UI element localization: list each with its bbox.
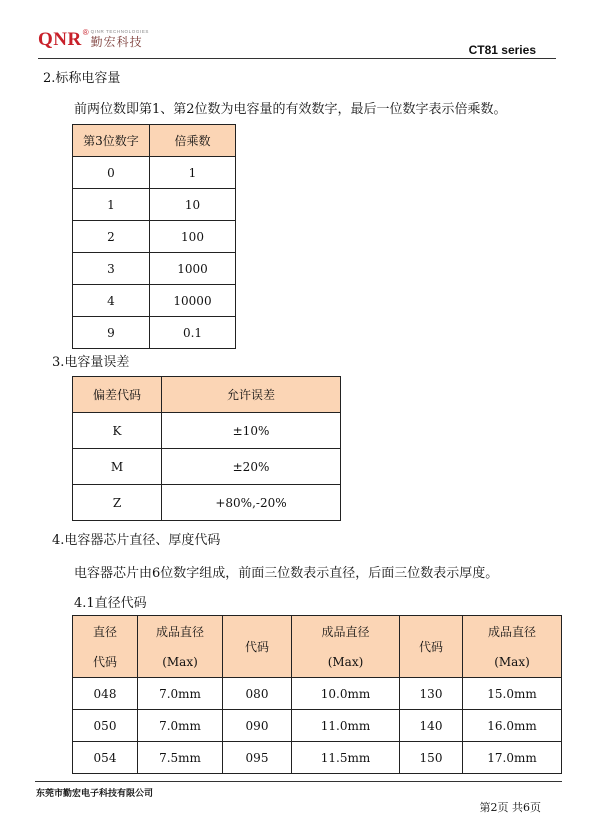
table-cell: 1 bbox=[73, 189, 150, 221]
table-cell: 050 bbox=[73, 710, 138, 742]
table-row bbox=[73, 485, 341, 521]
table-cell: 1 bbox=[150, 157, 236, 189]
table-cell: 150 bbox=[400, 742, 463, 774]
table-cell: Z bbox=[73, 485, 162, 521]
table-row bbox=[73, 678, 562, 710]
page-number: 第2页 共6页 bbox=[479, 801, 541, 814]
table-cell: 4 bbox=[73, 285, 150, 317]
table-header-cell: 允许误差 bbox=[162, 377, 341, 413]
table-header-cell: 偏差代码 bbox=[73, 377, 162, 413]
logo-letters: QNR bbox=[38, 29, 82, 50]
table-header-row bbox=[73, 377, 341, 413]
table-cell: 0.1 bbox=[150, 317, 236, 349]
table-cell: K bbox=[73, 413, 162, 449]
header-line-2: (Max) bbox=[494, 654, 530, 669]
logo-english: QINR TECHNOLOGIES bbox=[90, 29, 150, 35]
table-header-cell: 第3位数字 bbox=[73, 125, 150, 157]
page-header bbox=[0, 0, 594, 64]
table-cell: 10000 bbox=[150, 285, 236, 317]
table-row bbox=[73, 221, 236, 253]
table-cell: 090 bbox=[223, 710, 292, 742]
table-cell: 11.0mm bbox=[292, 710, 400, 742]
table-row bbox=[73, 157, 236, 189]
header-line-1: 成品直径 bbox=[155, 624, 204, 639]
series-label: CT81 series bbox=[468, 43, 536, 57]
table-header-cell: 代码 bbox=[223, 616, 292, 678]
table-row bbox=[73, 253, 236, 285]
table-cell: 048 bbox=[73, 678, 138, 710]
header-divider bbox=[38, 58, 556, 59]
table-header-row bbox=[73, 616, 562, 678]
section-2-title: 2.标称电容量 bbox=[43, 71, 121, 86]
table-header-row bbox=[73, 125, 236, 157]
table-row bbox=[73, 285, 236, 317]
table-cell: M bbox=[73, 449, 162, 485]
logo-chinese: 勤宏科技 bbox=[90, 34, 143, 49]
footer-divider bbox=[35, 781, 562, 782]
table-row bbox=[73, 189, 236, 221]
table-row bbox=[73, 413, 341, 449]
table-cell: 10.0mm bbox=[292, 678, 400, 710]
table-cell: 16.0mm bbox=[463, 710, 562, 742]
table-header-cell bbox=[73, 616, 138, 678]
section-4-1-title: 4.1直径代码 bbox=[74, 596, 147, 611]
table-cell: 10 bbox=[150, 189, 236, 221]
tolerance-table bbox=[72, 376, 341, 521]
table-cell: 11.5mm bbox=[292, 742, 400, 774]
table-header-cell bbox=[463, 616, 562, 678]
header-line-2: (Max) bbox=[327, 654, 364, 669]
table-cell: ±10% bbox=[162, 413, 341, 449]
table-cell: 1000 bbox=[150, 253, 236, 285]
multiplier-table bbox=[72, 124, 236, 349]
company-logo bbox=[38, 30, 149, 49]
table-cell: 054 bbox=[73, 742, 138, 774]
table-cell: 3 bbox=[73, 253, 150, 285]
registered-mark: ® bbox=[82, 28, 89, 37]
header-line-1: 成品直径 bbox=[487, 624, 536, 639]
header-line-2: (Max) bbox=[162, 654, 198, 669]
table-row bbox=[73, 449, 341, 485]
footer-company: 东莞市勤宏电子科技有限公司 bbox=[36, 789, 154, 799]
table-row bbox=[73, 317, 236, 349]
header-line-1: 直径 bbox=[92, 624, 117, 639]
table-cell: 2 bbox=[73, 221, 150, 253]
table-cell: 15.0mm bbox=[463, 678, 562, 710]
table-header-cell: 倍乘数 bbox=[150, 125, 236, 157]
header-line-2: 代码 bbox=[92, 654, 117, 669]
table-cell: 095 bbox=[223, 742, 292, 774]
table-header-cell bbox=[292, 616, 400, 678]
diameter-code-table bbox=[72, 615, 562, 774]
table-header-cell bbox=[138, 616, 223, 678]
header-line-1: 成品直径 bbox=[321, 624, 370, 639]
table-cell: 140 bbox=[400, 710, 463, 742]
table-cell: 0 bbox=[73, 157, 150, 189]
table-cell: 9 bbox=[73, 317, 150, 349]
table-row bbox=[73, 742, 562, 774]
table-cell: 7.5mm bbox=[138, 742, 223, 774]
section-4-title: 4.电容器芯片直径、厚度代码 bbox=[52, 533, 221, 548]
table-cell: +80%,-20% bbox=[162, 485, 341, 521]
table-cell: 17.0mm bbox=[463, 742, 562, 774]
table-cell: ±20% bbox=[162, 449, 341, 485]
table-header-cell: 代码 bbox=[400, 616, 463, 678]
section-2-desc: 前两位数即第1、第2位数为电容量的有效数字，最后一位数字表示倍乘数。 bbox=[74, 102, 507, 117]
section-4-desc: 电容器芯片由6位数字组成，前面三位数表示直径，后面三位数表示厚度。 bbox=[74, 566, 499, 581]
table-cell: 080 bbox=[223, 678, 292, 710]
table-row bbox=[73, 710, 562, 742]
table-cell: 7.0mm bbox=[138, 710, 223, 742]
table-cell: 130 bbox=[400, 678, 463, 710]
table-cell: 7.0mm bbox=[138, 678, 223, 710]
section-3-title: 3.电容量误差 bbox=[52, 355, 130, 370]
table-cell: 100 bbox=[150, 221, 236, 253]
